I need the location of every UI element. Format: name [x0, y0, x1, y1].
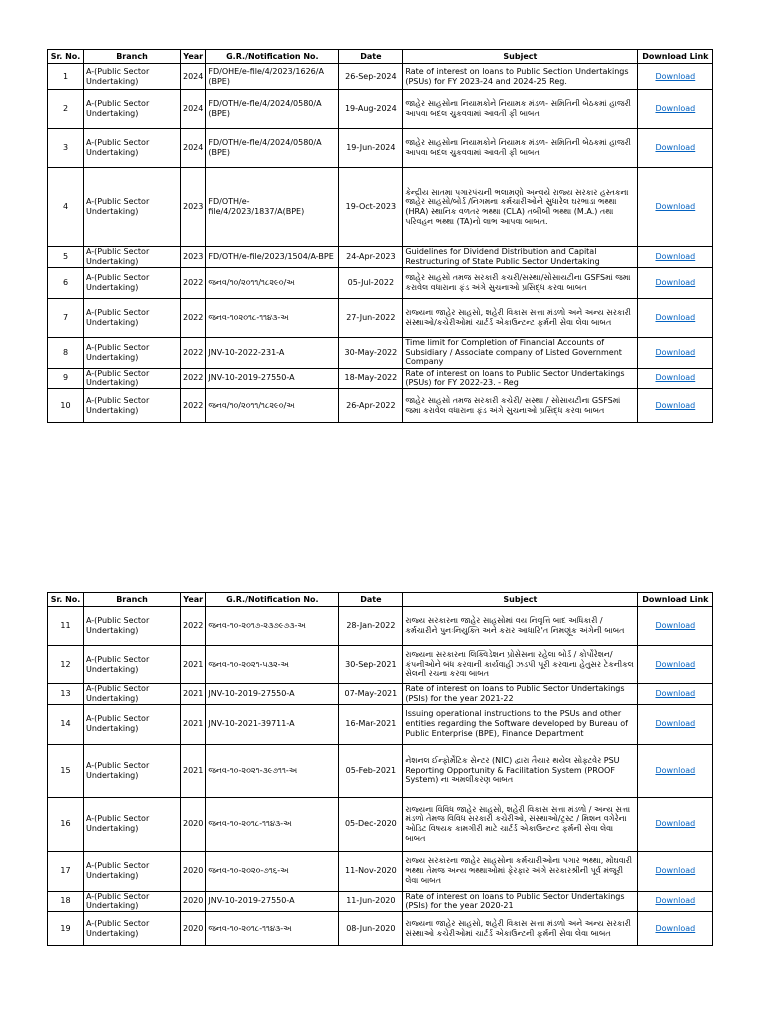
table-row	[48, 368, 713, 389]
table-row	[48, 684, 713, 705]
gr-number-cell: JNV-10-2019-27550-A	[206, 891, 339, 912]
gr-number-cell: JNV-10-2022-231-A	[206, 337, 339, 368]
header-download-link: Download Link	[638, 50, 713, 64]
download-cell	[638, 607, 713, 646]
year-cell: 2022	[181, 368, 206, 389]
notifications-table-1	[47, 49, 713, 423]
header-gr-notification-no: G.R./Notification No.	[206, 50, 339, 64]
download-link[interactable]: Download	[655, 923, 696, 933]
year-cell: 2022	[181, 607, 206, 646]
year-cell: 2020	[181, 891, 206, 912]
subject-cell: રાજ્યના જાહેર સાહસો, શહેરી વિકાસ સત્તા મંડળો અને અન્ય સરકારી સંસ્થાઓ/કચેરીઓમાં ચાર્ટર્ડ એકાઉન્ટન્ટ ફર્મની સેવા લેવા બાબત	[403, 298, 638, 337]
table-row	[48, 247, 713, 268]
year-cell: 2022	[181, 337, 206, 368]
download-cell	[638, 90, 713, 129]
subject-cell: રાજ્યના જાહેર સાહસો, શહેરી વિકાસ સત્તા મંડળો અને અન્ય સરકારી સંસ્થાઓ કચેરીઓમાં ચાર્ટર્ડ એકાઉન્ટની ફર્મની સેવા લેવા બાબત	[403, 912, 638, 946]
branch-cell: A-(Public Sector Undertaking)	[84, 90, 181, 129]
subject-cell: Rate of interest on loans to Public Section Undertakings (PSUs) for FY 2023-24 and 2024-25 Reg.	[403, 64, 638, 90]
sr-no-cell: 16	[48, 797, 84, 851]
table-row	[48, 90, 713, 129]
gr-number-cell: જનવ-૧૦-૨૦૧૮-૧૧૪૩-અ	[206, 797, 339, 851]
download-link[interactable]: Download	[655, 621, 696, 631]
table-row	[48, 646, 713, 684]
header-sr-no: Sr. No.	[48, 593, 84, 607]
sr-no-cell: 3	[48, 129, 84, 168]
year-cell: 2021	[181, 646, 206, 684]
sr-no-cell: 11	[48, 607, 84, 646]
download-link[interactable]: Download	[655, 866, 696, 876]
year-cell: 2022	[181, 267, 206, 298]
subject-cell: કેન્દ્રીય સાતમા પગારપંચની ભલામણો અન્વયે રાજ્ય સરકાર હસ્તકના જાહેર સાહસો/બોર્ડ /નિગમના કર્મચારીઓને સુધારેલ ઘરભાડા ભથ્થા (HRA) સ્થાનિક વળતર ભથ્થા (CLA) તબીબી ભથ્થા (M.A.) તથા પરિવહન ભથ્થા (TA)નો લાભ આપવા બાબત.	[403, 168, 638, 247]
year-cell: 2024	[181, 129, 206, 168]
download-cell	[638, 64, 713, 90]
branch-cell: A-(Public Sector Undertaking)	[84, 797, 181, 851]
download-link[interactable]: Download	[655, 659, 696, 669]
gr-number-cell: જનવ/૧૦/૨૦૧૧/૧૮૨૯૦/અ	[206, 267, 339, 298]
header-year: Year	[181, 593, 206, 607]
download-cell	[638, 337, 713, 368]
subject-cell: Guidelines for Dividend Distribution and Capital Restructuring of State Public Sector Undertaking	[403, 247, 638, 268]
subject-cell: Rate of interest on loans to Public Sector Undertakings (PSIs) for the year 2020-21	[403, 891, 638, 912]
header-branch: Branch	[84, 50, 181, 64]
download-link[interactable]: Download	[655, 347, 696, 357]
download-cell	[638, 247, 713, 268]
gr-number-cell: FD/OTH/e-fle/4/2024/0580/A (BPE)	[206, 129, 339, 168]
subject-cell: રાજ્યના વિવિધ જાહેર સાહસો, શહેરી વિકાસ સત્તા મંડળો / અન્ય સત્તા મંડળો તેમજ વિવિધ સરકારી કચેરીઓ, સંસ્થાઓ/ટ્રસ્ટ / મિશન વગેરેના ઓડિટ વિષયક કામગીરી માટે ચાર્ટર્ડ એકાઉન્ટન્ટ ફર્મની સેવા લેવા બાબત	[403, 797, 638, 851]
download-link[interactable]: Download	[655, 277, 696, 287]
download-cell	[638, 744, 713, 797]
download-link[interactable]: Download	[655, 688, 696, 698]
sr-no-cell: 14	[48, 704, 84, 744]
year-cell: 2024	[181, 90, 206, 129]
notifications-table-2	[47, 592, 713, 946]
gr-number-cell: જનવ-૧૦-૨૦૨૧-૫૩૨-અ	[206, 646, 339, 684]
date-cell: 16-Mar-2021	[339, 704, 403, 744]
subject-cell: Issuing operational instructions to the PSUs and other entities regarding the Software developed by Bureau of Public Enterprise (BPE), Finance Department	[403, 704, 638, 744]
gr-number-cell: FD/OTH/e-file/2023/1504/A-BPE	[206, 247, 339, 268]
date-cell: 05-Feb-2021	[339, 744, 403, 797]
subject-cell: Time limit for Completion of Financial Accounts of Subsidiary / Associate company of Listed Government Company	[403, 337, 638, 368]
download-cell	[638, 267, 713, 298]
year-cell: 2020	[181, 912, 206, 946]
sr-no-cell: 7	[48, 298, 84, 337]
sr-no-cell: 8	[48, 337, 84, 368]
year-cell: 2020	[181, 797, 206, 851]
table-row	[48, 389, 713, 423]
year-cell: 2020	[181, 851, 206, 891]
download-link[interactable]: Download	[655, 765, 696, 775]
sr-no-cell: 4	[48, 168, 84, 247]
subject-cell: Rate of interest on loans to Public Sector Undertakings (PSIs) for the year 2021-22	[403, 684, 638, 705]
branch-cell: A-(Public Sector Undertaking)	[84, 129, 181, 168]
sr-no-cell: 17	[48, 851, 84, 891]
header-date: Date	[339, 50, 403, 64]
branch-cell: A-(Public Sector Undertaking)	[84, 851, 181, 891]
branch-cell: A-(Public Sector Undertaking)	[84, 891, 181, 912]
gr-number-cell: જનવ-૧૦-૨૦૧૮-૧૧૪૩-અ	[206, 912, 339, 946]
table-header-row	[48, 593, 713, 607]
download-link[interactable]: Download	[655, 71, 696, 81]
year-cell: 2022	[181, 389, 206, 423]
table-row	[48, 337, 713, 368]
sr-no-cell: 6	[48, 267, 84, 298]
table-row	[48, 298, 713, 337]
date-cell: 11-Jun-2020	[339, 891, 403, 912]
gr-number-cell: જનવ-૧૦-૨૦૧૭-૨૩૭૯૭૩-અ	[206, 607, 339, 646]
date-cell: 26-Apr-2022	[339, 389, 403, 423]
table-row	[48, 891, 713, 912]
download-cell	[638, 646, 713, 684]
branch-cell: A-(Public Sector Undertaking)	[84, 607, 181, 646]
subject-cell: રાજ્યના સરકારના લિક્વિડેશન પ્રોસેસના રહેલા બોર્ડ / કોર્પોરેશન/કંપનીઓને બંધ કરવાની કાર્યવાહી ઝડપી પૂરી કરવાના હેતુસર ટેકનીકલ સેલની રચના કરવા બાબત	[403, 646, 638, 684]
download-link[interactable]: Download	[655, 896, 696, 906]
table-row	[48, 607, 713, 646]
header-subject: Subject	[403, 50, 638, 64]
table-header-row	[48, 50, 713, 64]
download-cell	[638, 368, 713, 389]
sr-no-cell: 2	[48, 90, 84, 129]
gr-number-cell: FD/OHE/e-file/4/2023/1626/A (BPE)	[206, 64, 339, 90]
date-cell: 19-Oct-2023	[339, 168, 403, 247]
branch-cell: A-(Public Sector Undertaking)	[84, 168, 181, 247]
branch-cell: A-(Public Sector Undertaking)	[84, 912, 181, 946]
header-download-link: Download Link	[638, 593, 713, 607]
header-year: Year	[181, 50, 206, 64]
date-cell: 18-May-2022	[339, 368, 403, 389]
branch-cell: A-(Public Sector Undertaking)	[84, 247, 181, 268]
subject-cell: જાહેર સાહસો તમજ સરકારી કચેરી/ સસ્થા / સોસાયટીના GSFSમાં જમા કરાવેલ વધારાના ફંડ અંગે સુચનાઓ પ્રસિદ્ધ કરવા બાબત	[403, 389, 638, 423]
branch-cell: A-(Public Sector Undertaking)	[84, 337, 181, 368]
download-cell	[638, 129, 713, 168]
download-link[interactable]: Download	[655, 719, 696, 729]
branch-cell: A-(Public Sector Undertaking)	[84, 64, 181, 90]
download-link[interactable]: Download	[655, 373, 696, 383]
branch-cell: A-(Public Sector Undertaking)	[84, 684, 181, 705]
subject-cell: જાહેર સાહસો તમજ સરકારી કચરી/સસ્થા/સોસાયટીના GSFSમાં જમા કરાવેલ વધારાના ફંડ અંગે સુચનાઓ પ્રસિદ્ધ કરવા બાબત	[403, 267, 638, 298]
header-sr-no: Sr. No.	[48, 50, 84, 64]
gr-number-cell: જનવ-૧૦-૨૦૨૧-૩૯૭૧૧-અ	[206, 744, 339, 797]
branch-cell: A-(Public Sector Undertaking)	[84, 704, 181, 744]
date-cell: 30-May-2022	[339, 337, 403, 368]
sr-no-cell: 12	[48, 646, 84, 684]
date-cell: 26-Sep-2024	[339, 64, 403, 90]
download-cell	[638, 912, 713, 946]
subject-cell: જાહેર સાહસોના નિયામકોને નિયામક મંડળ- સમિતિની બેઠકમાં હાજરી આપવા બદલ ચુકવવામાં આવતી ફી બાબત	[403, 90, 638, 129]
download-cell	[638, 797, 713, 851]
year-cell: 2022	[181, 298, 206, 337]
year-cell: 2021	[181, 684, 206, 705]
download-cell	[638, 298, 713, 337]
download-link[interactable]: Download	[655, 251, 696, 261]
branch-cell: A-(Public Sector Undertaking)	[84, 744, 181, 797]
header-date: Date	[339, 593, 403, 607]
gr-number-cell: JNV-10-2019-27550-A	[206, 368, 339, 389]
date-cell: 19-Jun-2024	[339, 129, 403, 168]
header-branch: Branch	[84, 593, 181, 607]
branch-cell: A-(Public Sector Undertaking)	[84, 298, 181, 337]
sr-no-cell: 15	[48, 744, 84, 797]
download-cell	[638, 851, 713, 891]
date-cell: 05-Jul-2022	[339, 267, 403, 298]
date-cell: 08-Jun-2020	[339, 912, 403, 946]
date-cell: 11-Nov-2020	[339, 851, 403, 891]
subject-cell: રાજ્ય સરકારના જાહેર સાહસોમાં વય નિવૃત્તિ બાદ અધિકારી / કર્મચારીને પુનઃનિયુક્તિ અને કરાર આધારિ'ત નિમણૂંક અંગેની બાબત	[403, 607, 638, 646]
download-cell	[638, 389, 713, 423]
download-link[interactable]: Download	[655, 400, 696, 410]
branch-cell: A-(Public Sector Undertaking)	[84, 267, 181, 298]
gr-number-cell: FD/OTH/e-fle/4/2024/0580/A (BPE)	[206, 90, 339, 129]
table-row	[48, 797, 713, 851]
branch-cell: A-(Public Sector Undertaking)	[84, 389, 181, 423]
branch-cell: A-(Public Sector Undertaking)	[84, 368, 181, 389]
gr-number-cell: જનવ-૧૦૨૦૧૮-૧૧૪૩-અ	[206, 298, 339, 337]
table-row	[48, 744, 713, 797]
download-link[interactable]: Download	[655, 202, 696, 212]
gr-number-cell: જનવ-૧૦-૨૦૨૦-૭૧૬-અ	[206, 851, 339, 891]
table-row	[48, 704, 713, 744]
year-cell: 2024	[181, 64, 206, 90]
sr-no-cell: 13	[48, 684, 84, 705]
year-cell: 2023	[181, 168, 206, 247]
date-cell: 27-Jun-2022	[339, 298, 403, 337]
year-cell: 2023	[181, 247, 206, 268]
table-row	[48, 168, 713, 247]
download-cell	[638, 704, 713, 744]
gr-number-cell: FD/OTH/e-file/4/2023/1837/A(BPE)	[206, 168, 339, 247]
branch-cell: A-(Public Sector Undertaking)	[84, 646, 181, 684]
subject-cell: જાહેર સાહસોના નિયામકોને નિયામક મંડળ- સમિતિની બેઠકમાં હાજરી આપવા બદલ ચુકવવામાં આવતી ફી બાબત	[403, 129, 638, 168]
date-cell: 05-Dec-2020	[339, 797, 403, 851]
year-cell: 2021	[181, 704, 206, 744]
date-cell: 28-Jan-2022	[339, 607, 403, 646]
download-cell	[638, 891, 713, 912]
table-row	[48, 851, 713, 891]
download-link[interactable]: Download	[655, 143, 696, 153]
sr-no-cell: 9	[48, 368, 84, 389]
header-subject: Subject	[403, 593, 638, 607]
subject-cell: નેશનલ ઈન્ફોર્મેટિક સેન્ટર (NIC) દ્વારા તૈયાર થયેલ સોફ્ટવેર PSU Reporting Opportunity & Facilitation System (PROOF System) ના અમલીકરણ બાબત	[403, 744, 638, 797]
download-link[interactable]: Download	[655, 312, 696, 322]
table-row	[48, 267, 713, 298]
sr-no-cell: 1	[48, 64, 84, 90]
sr-no-cell: 19	[48, 912, 84, 946]
date-cell: 30-Sep-2021	[339, 646, 403, 684]
download-link[interactable]: Download	[655, 104, 696, 114]
gr-number-cell: જનવ/૧૦/૨૦૧૧/૧૮૨૯૦/અ	[206, 389, 339, 423]
sr-no-cell: 18	[48, 891, 84, 912]
sr-no-cell: 5	[48, 247, 84, 268]
gr-number-cell: JNV-10-2019-27550-A	[206, 684, 339, 705]
year-cell: 2021	[181, 744, 206, 797]
subject-cell: Rate of interest on loans to Public Sector Undertakings (PSUs) for FY 2022-23. - Reg	[403, 368, 638, 389]
subject-cell: રાજ્ય સરકારના જાહેર સાહસોના કર્મચારીઓના પગાર ભથ્થા, મોંઘવારી ભથ્થા તેમજ અન્ય ભથ્થાઓમાં ફેરફાર અંગે સરકારશ્રીની પૂર્વ મંજૂરી લેવા બાબત	[403, 851, 638, 891]
gr-number-cell: JNV-10-2021-39711-A	[206, 704, 339, 744]
table-row	[48, 912, 713, 946]
date-cell: 07-May-2021	[339, 684, 403, 705]
download-cell	[638, 684, 713, 705]
table-row	[48, 129, 713, 168]
download-link[interactable]: Download	[655, 819, 696, 829]
date-cell: 24-Apr-2023	[339, 247, 403, 268]
header-gr-notification-no: G.R./Notification No.	[206, 593, 339, 607]
table-row	[48, 64, 713, 90]
sr-no-cell: 10	[48, 389, 84, 423]
download-cell	[638, 168, 713, 247]
date-cell: 19-Aug-2024	[339, 90, 403, 129]
